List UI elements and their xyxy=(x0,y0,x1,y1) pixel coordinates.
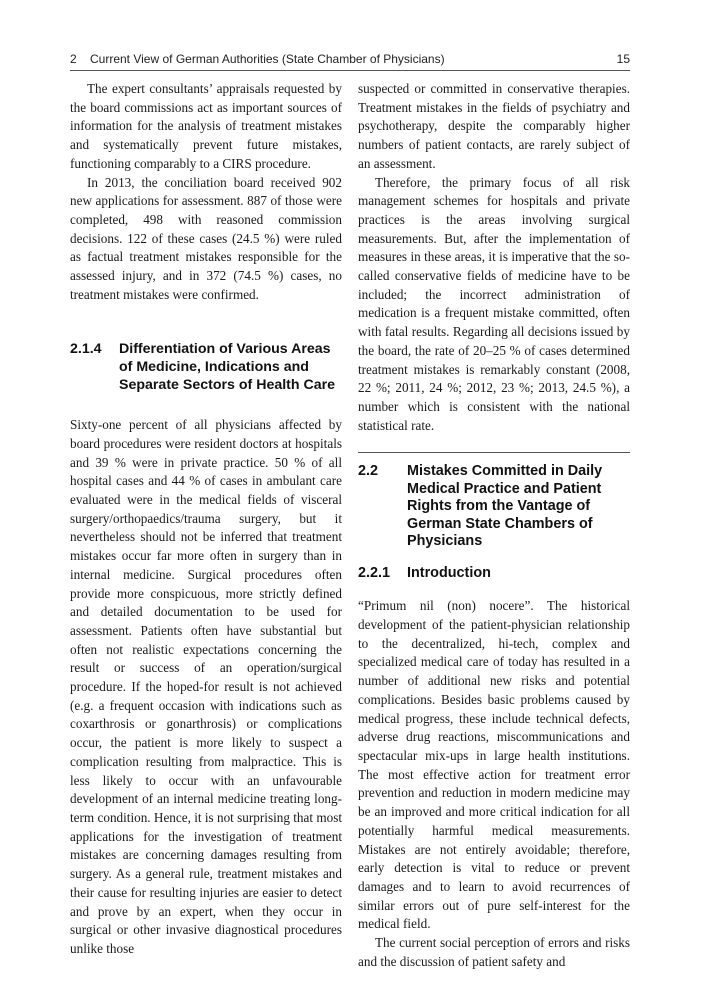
section-number: 2.2 xyxy=(358,463,379,480)
running-title: Current View of German Authorities (State Chamber of Physicians) xyxy=(90,52,445,66)
header-rule xyxy=(70,70,630,71)
right-column xyxy=(358,80,630,971)
paragraph: Sixty-one percent of all physicians affected by board procedures were resident doctors at hospitals and 39 % were in private practice. 50 % of all hospital cases and 44 % of cases in ambulant care evaluated were in the medical fields of visceral surgery/orthopaedics/trauma surgery, but it nevertheless should not be inferred that treatment mistakes occur far more often in surgery than in internal medicine. Surgical procedures often provide more conspicuous, more strictly defined and detailed documentation to be used for assessment. Patients often have substantial but often not realistic expectations concerning the result or success of an operation/surgical procedure. If the hoped-for result is not achieved (e.g. a frequent occasion with indications such as coxarthrosis or gonarthrosis) or complications occur, the patient is more likely to suspect a complication resulting from malpractice. This is less likely to occur with an unfavourable development of an internal medicine treating long-term condition. Hence, it is not surprising that most applications for the investigation of treatment mistakes are concerning damages resulting from surgery. As a general rule, treatment mistakes and their cause for resulting injuries are easier to detect and prove by an expert, when they occur in surgical or other invasive diagnostical procedures unlike those xyxy=(70,417,342,956)
paragraph: “Primum nil (non) nocere”. The historical development of the patient-physician relationship to the decentralized, hi-tech, complex and specialized medical care of today has resulted in a number of additional new risks and potential complications. Besides basic problems caused by medical progress, these include technical defects, adverse drug reactions, miscommunications and spectacular mix-ups in large health institutions. The most effective action for treatment error prevention and reduction in modern medicine may be an improved and more critical indication for all potentially harmful medical measurements. Mistakes are not entirely avoidable; therefore, early detection is vital to reduce or prevent damages and to learn to avoid recurrences of similar errors out of pure self-interest for the medical field. xyxy=(358,598,630,932)
chapter-number: 2 xyxy=(70,52,77,66)
section-number: 2.2.1 xyxy=(358,564,391,581)
paragraph: suspected or committed in conservative therapies. Treatment mistakes in the fields of psychiatry and psychotherapy, despite the comparably higher numbers of patient contacts, are rarely subject of an assessment. xyxy=(358,81,630,171)
page-number: 15 xyxy=(616,52,630,66)
paragraph: The expert consultants’ appraisals requested by the board commissions act as important sources of information for the analysis of treatment mistakes and systematically prevent future mistakes, functioning comparably to a CIRS procedure. xyxy=(70,81,342,171)
paragraph: Therefore, the primary focus of all risk management schemes for hospitals and private practices is the areas involving surgical measurements. But, after the implementation of measures in these areas, it is imperative that the so-called conservative fields of medicine have to be included; the incorrect administration of medication is a frequent mistake committed, often with fatal results. Regarding all decisions issued by the board, the rate of 20–25 % of cases determined treatment mistakes is remarkably constant (2008, 22 %; 2011, 24 %; 2012, 23 %; 2013, 24.5 %), a number which is consistent with the national statistical rate. xyxy=(358,174,630,433)
section-title: Introduction xyxy=(407,564,491,581)
paragraph: In 2013, the conciliation board received 902 new applications for assessment. 887 of those were completed, 498 with reasoned commission decisions. 122 of these cases (24.5 %) were ruled as factual treatment mistakes responsible for the assessed injury, and in 372 (74.5 %) cases, no treatment mistakes were confirmed. xyxy=(70,174,342,302)
section-title: Mistakes Committed in Daily Medical Practice and Patient Rights from the Vantage of German State Chambers of Physicians xyxy=(407,463,603,550)
section-heading-2-2-1 xyxy=(358,565,630,583)
section-title: Differentiation of Various Areas of Medicine, Indications and Separate Sectors of Health Care xyxy=(119,341,336,393)
section-heading-2-1-4 xyxy=(70,341,342,394)
section-number: 2.1.4 xyxy=(70,341,102,358)
paragraph: The current social perception of errors and risks and the discussion of patient safety and xyxy=(358,935,630,969)
section-heading-2-2 xyxy=(358,463,630,551)
left-column xyxy=(70,80,342,959)
section-rule xyxy=(358,452,630,453)
